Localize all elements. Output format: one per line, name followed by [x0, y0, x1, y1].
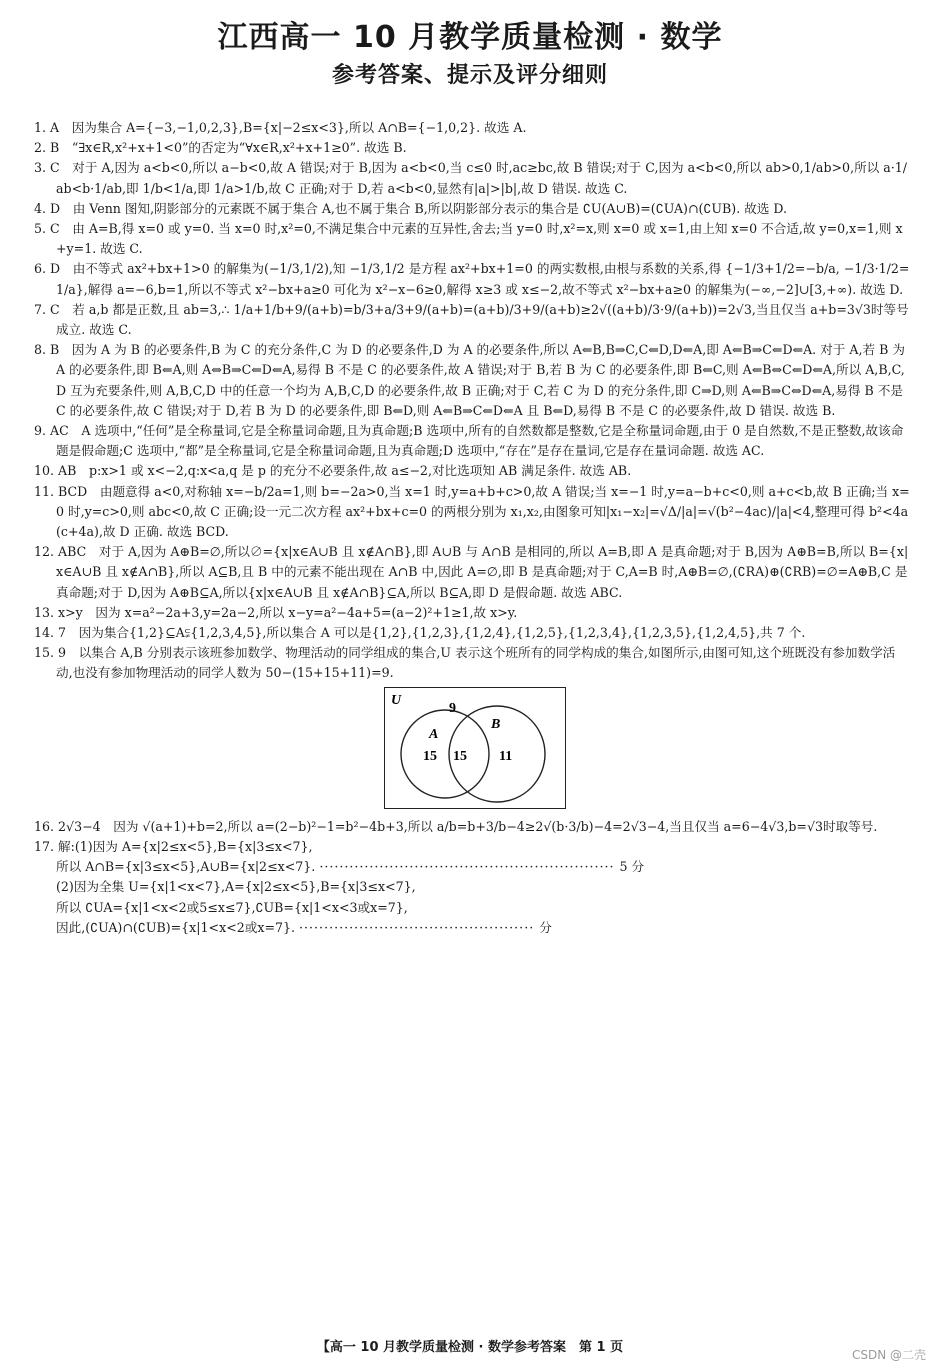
q17-lines [34, 857, 910, 938]
watermark: CSDN @二壳 [851, 1348, 926, 1362]
q17-line-2-text: 所以 A∩B={x|3≤x<5},A∪B={x|2≤x<7}. [56, 859, 316, 875]
answer-13: 13. x>y 因为 x=a²−2a+3,y=2a−2,所以 x−y=a²−4a+5=(a−2)²+1≥1,故 x>y. [34, 604, 518, 620]
venn-a-only-count: 15 [423, 748, 437, 764]
q17-line-3: (2)因为全集 U={x|1<x<7},A={x|2≤x<5},B={x|3≤x<7}, [56, 879, 416, 895]
answer-1: 1. A 因为集合 A={−3,−1,0,2,3},B={x|−2≤x<3},所以 A∩B={−1,0,2}. 故选 A. [34, 120, 527, 135]
answer-3: 3. C 对于 A,因为 a<b<0,所以 a−b<0,故 A 错误;对于 B,因为 a<b<0,当 c≤0 时,ac≥bc,故 B 错误;对于 C,因为 a<b<0,所以 ab>0,1/ab>0,所以 a·1/ab<b·1/ab,即 1/b<1/a,即 1/a>1/b,故 C 正确;对于 D,若 a<b<0,显然有|a|>|b|,故 D 错误. 故选 C. [34, 160, 908, 196]
q17-line-5-text: 因此,(∁UA)∩(∁UB)={x|1<x<2或x=7}. [56, 919, 296, 935]
venn-svg [385, 688, 565, 808]
answer-body [34, 118, 910, 938]
answer-11: 11. BCD 由题意得 a<0,对称轴 x=−b/2a=1,则 b=−2a>0,当 x=1 时,y=a+b+c>0,故 A 错误;当 x=−1 时,y=a−b+c<0,则 a+c<b,故 B 正确;当 x=0 时,y=c>0,则 abc<0,故 C 正确;设一元二次方程 ax²+bx+c=0 的两根分别为 x₁,x₂,由图象可知|x₁−x₂|=√Δ/|a|=√(b²−4ac)/|a|<4,整理可得 b²<4a(c+4a),故 D 正确. 故选 BCD. [34, 483, 910, 540]
answer-6: 6. D 由不等式 ax²+bx+1>0 的解集为(−1/3,1/2),知 −1/3,1/2 是方程 ax²+bx+1=0 的两实数根,由根与系数的关系,得 {−1/3+1/2=−b/a, −1/3·1/2=1/a},解得 a=−6,b=1,所以不等式 x²−bx+a≥0 可化为 x²−x−6≥0,解得 x≥3 或 x≤−2,故不等式 x²−bx+a≥0 的解集为(−∞,−2]∪[3,+∞). 故选 D. [34, 261, 910, 297]
answer-17 [34, 837, 910, 938]
page-footer: 【高一 10 月教学质量检测 · 数学参考答案 第 1 页 [316, 1340, 624, 1355]
answer-12: 12. ABC 对于 A,因为 A⊕B=∅,所以∅={x|x∈A∪B 且 x∉A∩B},即 A∪B 与 A∩B 是相同的,所以 A=B,即 A 是真命题;对于 B,因为 A⊕B=B,所以 B={x|x∈A∪B 且 x∉A∩B},所以 A⊆B,且 B 中的元素不能出现在 A∩B 中,因此 A=∅,即 B 是真命题;对于 C,A=B 时,A⊕B=∅,(∁RA)⊕(∁RB)=∅=A⊕B,C 是真命题;对于 D,因为 A⊕B⊆A,所以{x|x∈A∪B 且 x∉A∩B}⊆A,所以 B⊆A,即 D 是假命题. 故选 ABC. [34, 544, 909, 600]
answer-4: 4. D 由 Venn 图知,阴影部分的元素既不属于集合 A,也不属于集合 B,所以阴影部分表示的集合是 ∁U(A∪B)=(∁UA)∩(∁UB). 故选 D. [34, 200, 788, 216]
q17-line-2 [56, 857, 910, 877]
venn-a-label: A [429, 726, 439, 742]
answer-9: 9. AC A 选项中,“任何”是全称量词,它是全称量词命题,且为真命题;B 选项中,所有的自然数都是整数,它是全称量词命题,由于 0 是自然数,不是正整数,故该命题是假命题;C 选项中,“都”是全称量词,它是全称量词命题,且为真命题;D 选项中,“存在”是存在量词,它是存在量词命题. 故选 AC. [34, 423, 904, 459]
answer-7: 7. C 若 a,b 都是正数,且 ab=3,∴ 1/a+1/b+9/(a+b)=b/3+a/3+9/(a+b)=(a+b)/3+9/(a+b)≥2√((a+b)/3·9/(a+b))=2√3,当且仅当 a+b=3√3时等号成立. 故选 C. [34, 301, 909, 338]
venn-u-label: U [391, 692, 402, 708]
venn-b-label: B [491, 716, 501, 732]
answer-8: 8. B 因为 A 为 B 的必要条件,B 为 C 的充分条件,C 为 D 的必要条件,D 为 A 的必要条件,所以 A⇐B,B⇒C,C⇐D,D⇐A,即 A⇐B⇒C⇐D⇐A. 对于 A,若 B 为 A 的必要条件,即 B⇐A,则 A⇔B⇒C⇐D⇐A,易得 B 不是 C 的必要条件,故 A 错误;对于 B,若 B 为 C 的必要条件,即 B⇐C,则 A⇐B⇔C⇐D⇐A,所以 A,B,C,D 互为充要条件,则 A,B,C,D 中的任意一个均为 A,B,C,D 的必要条件,故 B 正确;对于 C,若 C 为 D 的充分条件,即 C⇒D,则 A⇐B⇒C⇔D⇐A,易得 B 不是 C 的必要条件,故 C 错误;对于 D,若 B 为 D 的必要条件,即 B⇐D,则 A⇐B⇒C⇐D⇐A 且 B⇐D,易得 B 不是 C 的必要条件,故 D 错误. 故选 B. [34, 342, 905, 418]
q17-line-5 [56, 918, 910, 938]
answer-5: 5. C 由 A=B,得 x=0 或 y=0. 当 x=0 时,x²=0,不满足集合中元素的互异性,舍去;当 y=0 时,x²=x,则 x=0 或 x=1,由上知 x=0 不合适,故 y=0,x=1,则 x+y=1. 故选 C. [34, 221, 903, 257]
page-title: 江西高一 10 月教学质量检测 · 数学 [217, 20, 723, 55]
venn-diagram [384, 687, 566, 809]
venn-circle-a [401, 710, 489, 798]
venn-outside-count: 9 [449, 700, 456, 716]
q17-dots-2: ··············································· [299, 919, 540, 935]
answer-10: 10. AB p:x>1 或 x<−2,q:x<a,q 是 p 的充分不必要条件,故 a≤−2,对比选项知 AB 满足条件. 故选 AB. [34, 463, 632, 479]
answer-15: 15. 9 以集合 A,B 分别表示该班参加数学、物理活动的同学组成的集合,U 表示这个班所有的同学构成的集合,如图所示,由图可知,这个班既没有参加数学活动,也没有参加物理活动的同学人数为 50−(15+15+11)=9. [34, 645, 896, 681]
answer-16: 16. 2√3−4 因为 √(a+1)+b=2,所以 a=(2−b)²−1=b²−4b+3,所以 a/b=b+3/b−4≥2√(b·3/b)−4=2√3−4,当且仅当 a=6−4√3,b=√3时取等号. [34, 818, 878, 834]
page-subtitle: 参考答案、提示及评分细则 [331, 63, 608, 88]
venn-both-count: 15 [453, 748, 467, 764]
answer-2: 2. B “∃x∈R,x²+x+1<0”的否定为“∀x∈R,x²+x+1≥0”. 故选 B. [34, 140, 407, 156]
q17-score-1: 5 分 [619, 859, 645, 875]
q17-line-1: 17. 解:(1)因为 A={x|2≤x<5},B={x|3≤x<7}, [34, 838, 313, 854]
answer-14: 14. 7 因为集合{1,2}⊆A⫋{1,2,3,4,5},所以集合 A 可以是{1,2},{1,2,3},{1,2,4},{1,2,5},{1,2,3,4},{1,2,3,5},{1,2,4,5},共 7 个. [34, 625, 806, 641]
venn-b-only-count: 11 [499, 748, 513, 764]
q17-dots-1: ··························································· [319, 859, 620, 875]
q17-score-2: 分 [539, 919, 552, 935]
q17-line-4: 所以 ∁UA={x|1<x<2或5≤x≤7},∁UB={x|1<x<3或x=7}, [56, 899, 408, 915]
